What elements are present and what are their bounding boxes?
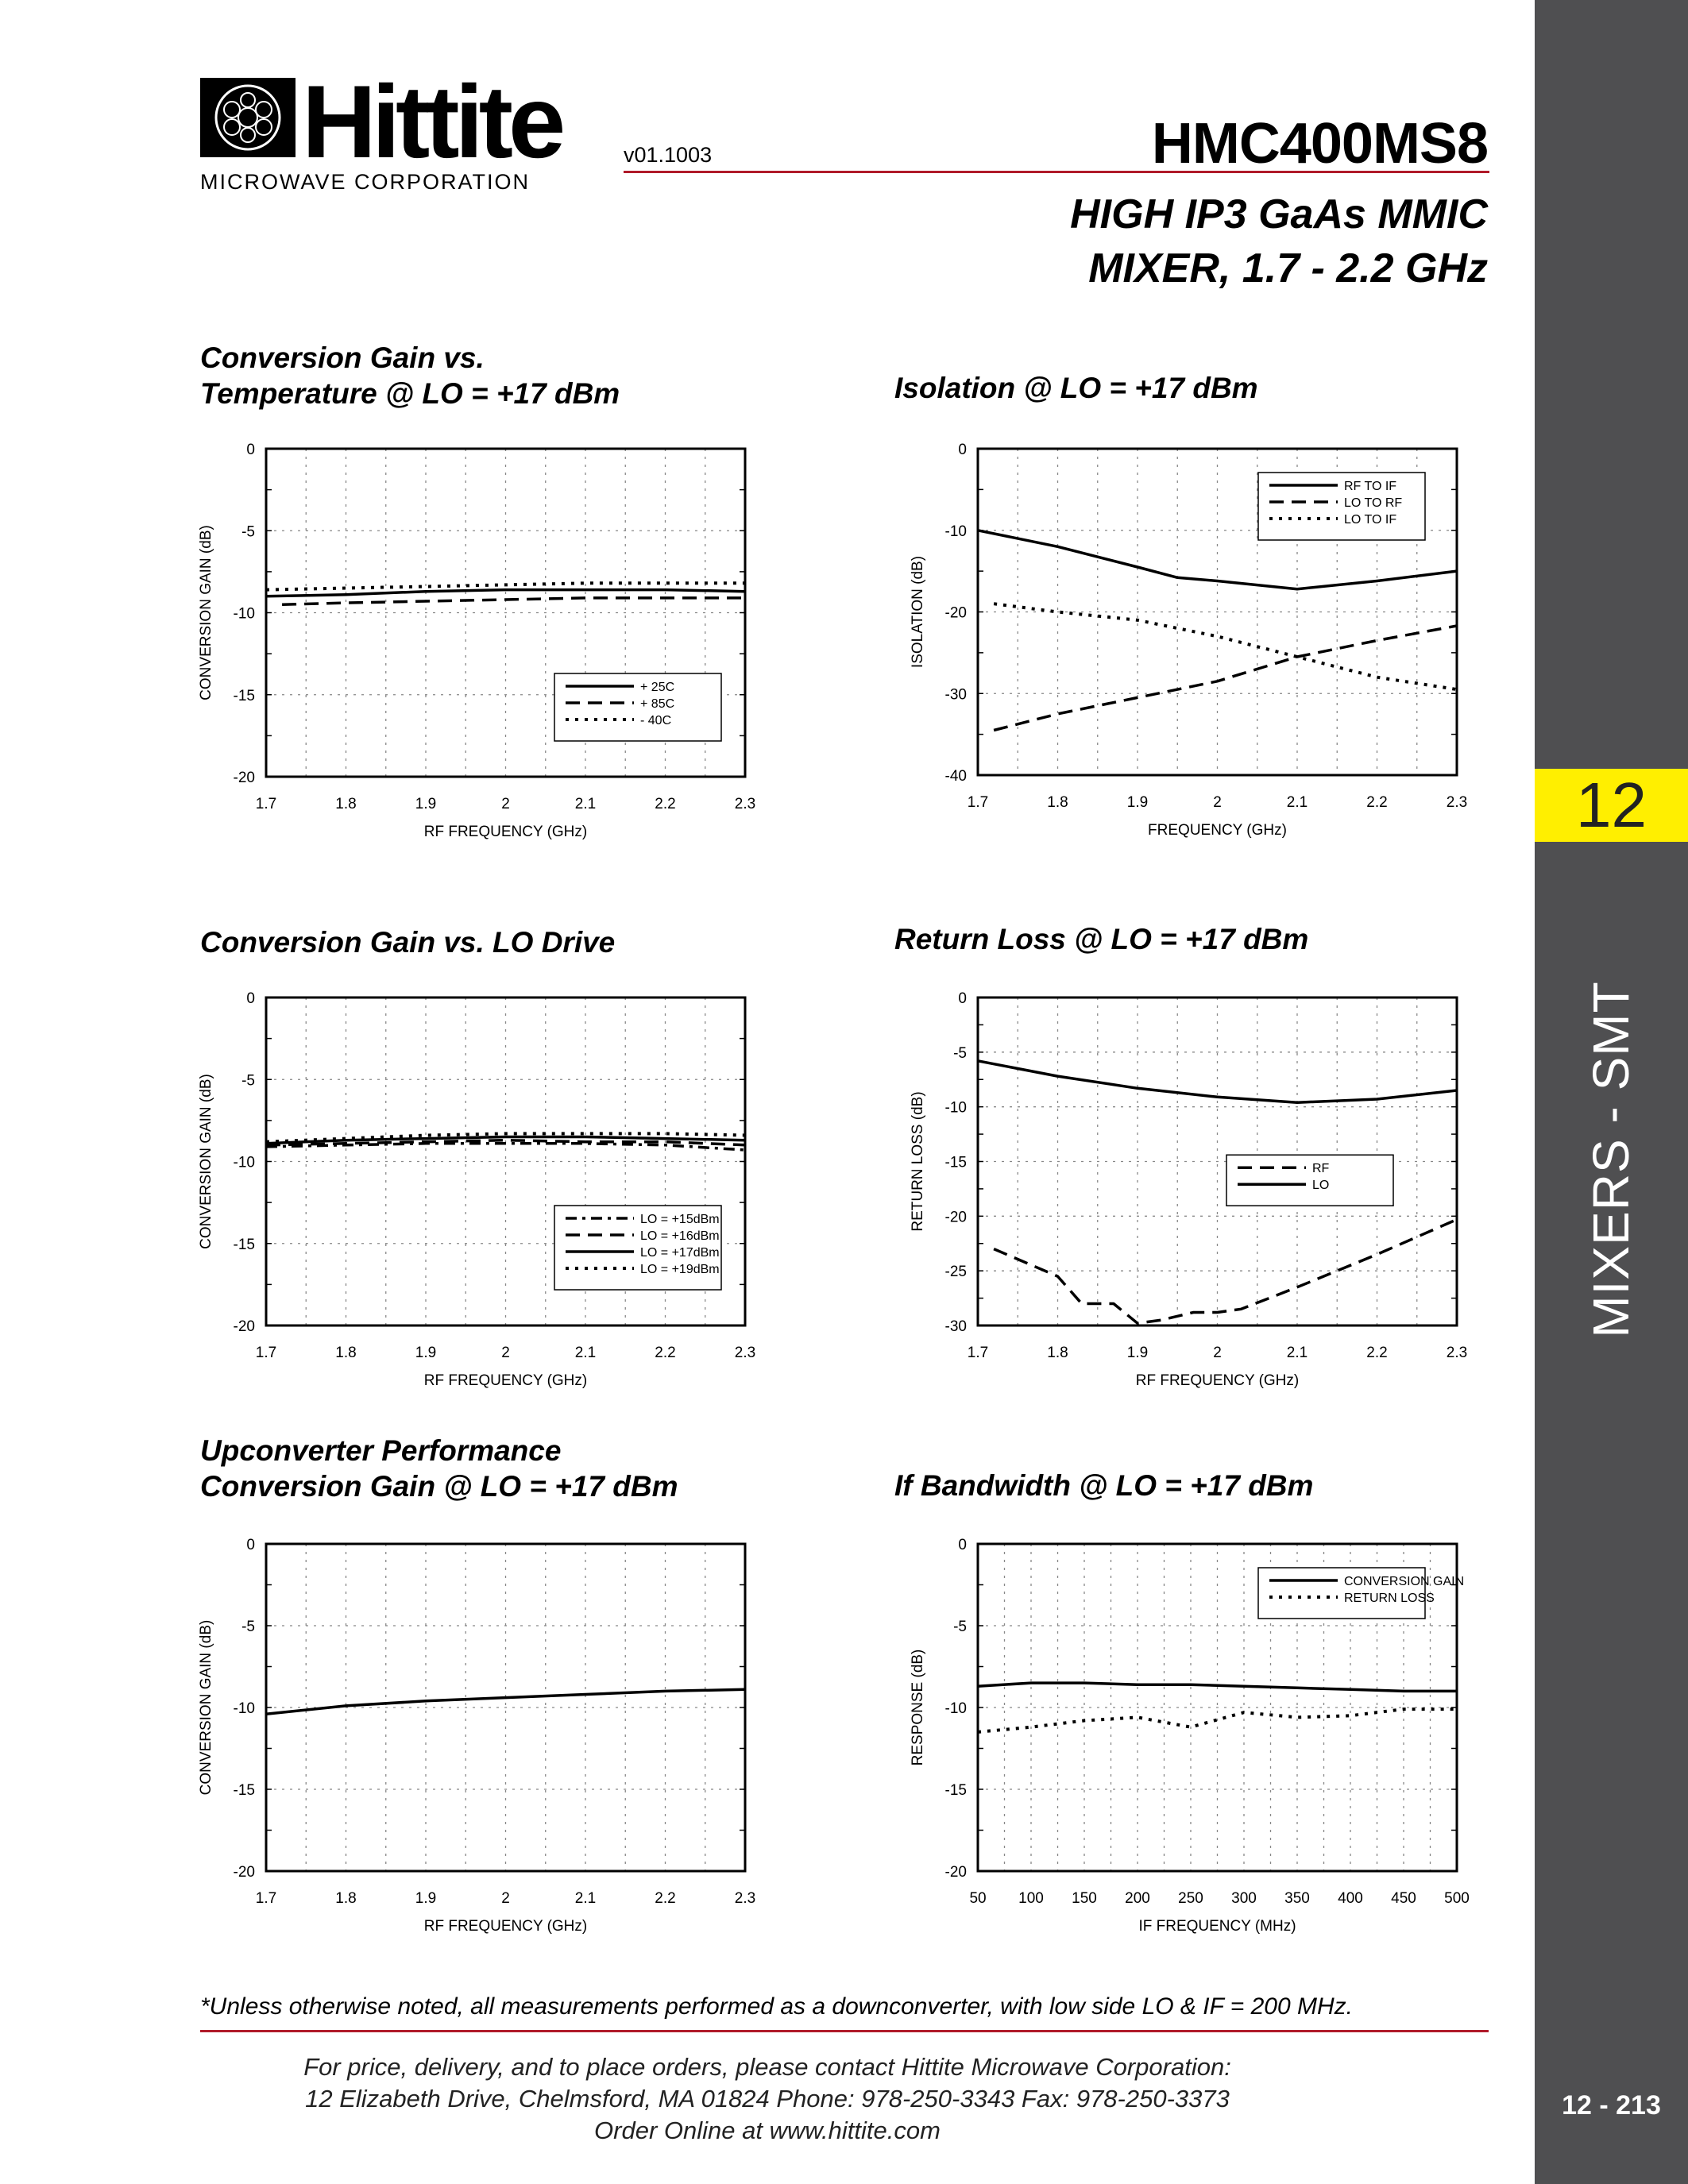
x-tick-label: 200 xyxy=(1125,1890,1150,1907)
x-tick-label: 2.3 xyxy=(1446,1345,1468,1361)
y-tick-label: -15 xyxy=(944,1154,967,1171)
chart-title-conv-gain-temp xyxy=(200,340,620,411)
x-tick-label: 1.8 xyxy=(1047,1345,1068,1361)
x-tick-label: 1.7 xyxy=(255,796,277,812)
series-line xyxy=(266,1689,745,1714)
legend-label: LO = +17dBm xyxy=(640,1246,720,1260)
legend-label: + 85C xyxy=(640,697,675,711)
measurement-note: *Unless otherwise noted, all measurements performed as a downconverter, with low side LO & IF = 200 MHz. xyxy=(200,1993,1353,2020)
y-tick-label: -25 xyxy=(944,1264,967,1281)
legend-label: LO xyxy=(1312,1179,1330,1193)
chart-title-line: Temperature @ LO = +17 dBm xyxy=(200,377,620,410)
x-axis-label: RF FREQUENCY (GHz) xyxy=(423,1918,588,1935)
y-axis-label: RETURN LOSS (dB) xyxy=(910,1091,926,1232)
chart-title-line: Conversion Gain vs. xyxy=(200,341,485,374)
x-tick-label: 1.9 xyxy=(415,1345,437,1361)
chart-upconverter xyxy=(198,1537,756,1935)
y-axis-label: CONVERSION GAIN (dB) xyxy=(198,525,214,700)
x-tick-label: 400 xyxy=(1338,1890,1363,1907)
x-tick-label: 1.8 xyxy=(335,1890,357,1907)
x-axis-label: RF FREQUENCY (GHz) xyxy=(1135,1372,1300,1389)
x-tick-label: 2.3 xyxy=(734,796,756,812)
logo-wordmark: Hittite xyxy=(302,71,562,167)
x-tick-label: 2.3 xyxy=(734,1890,756,1907)
y-tick-label: -30 xyxy=(944,686,967,704)
x-tick-label: 2.2 xyxy=(1366,1345,1388,1361)
x-tick-label: 2 xyxy=(1213,794,1222,811)
chart-if-bandwidth xyxy=(910,1537,1470,1935)
x-tick-label: 2.3 xyxy=(734,1345,756,1361)
chart-title-line: Upconverter Performance xyxy=(200,1434,562,1467)
x-tick-label: 100 xyxy=(1018,1890,1044,1907)
legend xyxy=(554,673,721,741)
chart-title-upconverter xyxy=(200,1433,678,1504)
chart-conv-gain-temp xyxy=(198,442,756,840)
y-tick-label: 0 xyxy=(958,990,967,1007)
series-line xyxy=(994,604,1457,689)
legend-label: - 40C xyxy=(640,714,672,727)
x-tick-label: 2.2 xyxy=(655,796,676,812)
x-tick-label: 2.1 xyxy=(1286,794,1308,811)
y-tick-label: -40 xyxy=(944,768,967,785)
legend xyxy=(1258,473,1425,540)
x-tick-label: 300 xyxy=(1231,1890,1257,1907)
x-tick-label: 1.7 xyxy=(255,1890,277,1907)
x-tick-label: 1.9 xyxy=(415,796,437,812)
y-tick-label: 0 xyxy=(246,1537,255,1553)
chapter-tab: 12 xyxy=(1535,769,1688,842)
x-tick-label: 150 xyxy=(1072,1890,1097,1907)
chart-return-loss xyxy=(910,990,1468,1389)
x-tick-label: 1.8 xyxy=(335,1345,357,1361)
y-tick-label: -10 xyxy=(233,1154,255,1171)
legend-label: LO = +15dBm xyxy=(640,1213,720,1226)
legend-label: LO TO RF xyxy=(1344,496,1403,510)
y-tick-label: -30 xyxy=(944,1318,967,1335)
legend-label: RF xyxy=(1312,1162,1330,1176)
chart-title-line: If Bandwidth @ LO = +17 dBm xyxy=(894,1469,1314,1502)
y-tick-label: -15 xyxy=(944,1782,967,1799)
x-tick-label: 2 xyxy=(1213,1345,1222,1361)
x-tick-label: 1.9 xyxy=(415,1890,437,1907)
y-tick-label: 0 xyxy=(958,1537,967,1553)
x-tick-label: 1.8 xyxy=(1047,794,1068,811)
section-label: MIXERS - SMT xyxy=(1582,981,1640,1338)
chart-title-isolation xyxy=(894,370,1258,406)
x-tick-label: 1.9 xyxy=(1126,794,1149,811)
legend-box xyxy=(554,673,721,741)
x-tick-label: 2.2 xyxy=(655,1890,676,1907)
series-line xyxy=(978,1061,1457,1102)
legend-label: LO = +19dBm xyxy=(640,1263,720,1276)
hittite-logo xyxy=(200,71,589,167)
y-tick-label: -5 xyxy=(241,1072,255,1090)
y-tick-label: -15 xyxy=(233,687,255,704)
x-axis-label: RF FREQUENCY (GHz) xyxy=(423,824,588,840)
x-tick-label: 1.7 xyxy=(967,794,989,811)
x-tick-label: 50 xyxy=(969,1890,987,1907)
chart-title-return-loss xyxy=(894,921,1308,957)
chart-title-line: Conversion Gain vs. LO Drive xyxy=(200,926,616,959)
y-tick-label: -20 xyxy=(944,1209,967,1226)
chart-title-line: Return Loss @ LO = +17 dBm xyxy=(894,923,1309,955)
footer-line-1: For price, delivery, and to place orders, please contact Hittite Microwave Corporation: xyxy=(303,2053,1231,2081)
chart-conv-gain-lo xyxy=(198,990,756,1389)
legend-label: + 25C xyxy=(640,681,675,694)
y-axis-label: RESPONSE (dB) xyxy=(910,1649,926,1766)
series-line xyxy=(282,598,745,604)
y-tick-label: -15 xyxy=(233,1782,255,1799)
y-tick-label: -20 xyxy=(944,1864,967,1881)
y-tick-label: -20 xyxy=(233,770,255,786)
legend-label: CONVERSION GAIN xyxy=(1344,1575,1465,1588)
x-tick-label: 2 xyxy=(501,1345,510,1361)
y-axis-label: ISOLATION (dB) xyxy=(910,555,926,669)
legend-label: LO = +16dBm xyxy=(640,1229,720,1243)
x-tick-label: 2.2 xyxy=(655,1345,676,1361)
y-tick-label: -5 xyxy=(241,1619,255,1635)
legend xyxy=(554,1206,721,1290)
chart-title-if-bandwidth xyxy=(894,1468,1313,1503)
x-tick-label: 2 xyxy=(501,796,510,812)
x-tick-label: 2.2 xyxy=(1366,794,1388,811)
series-line xyxy=(994,1220,1457,1324)
x-tick-label: 450 xyxy=(1391,1890,1416,1907)
description-line-2: MIXER, 1.7 - 2.2 GHz xyxy=(1088,245,1488,291)
x-axis-label: RF FREQUENCY (GHz) xyxy=(423,1372,588,1389)
chart-title-line: Conversion Gain @ LO = +17 dBm xyxy=(200,1470,678,1503)
y-tick-label: 0 xyxy=(958,442,967,458)
y-tick-label: -10 xyxy=(944,523,967,540)
y-tick-label: -20 xyxy=(233,1864,255,1881)
x-tick-label: 1.8 xyxy=(335,796,357,812)
y-tick-label: -5 xyxy=(953,1044,967,1062)
x-tick-label: 1.7 xyxy=(255,1345,277,1361)
legend-box xyxy=(1226,1155,1393,1206)
x-tick-label: 250 xyxy=(1178,1890,1203,1907)
chart-isolation xyxy=(910,442,1468,839)
y-tick-label: 0 xyxy=(246,442,255,458)
chart-title-conv-gain-lo xyxy=(200,924,615,960)
x-tick-label: 2.1 xyxy=(574,796,597,812)
x-tick-label: 1.9 xyxy=(1126,1345,1149,1361)
y-tick-label: -20 xyxy=(944,604,967,622)
x-axis-label: IF FREQUENCY (MHz) xyxy=(1138,1918,1296,1935)
x-tick-label: 2.3 xyxy=(1446,794,1468,811)
x-tick-label: 350 xyxy=(1284,1890,1310,1907)
y-tick-label: -20 xyxy=(233,1318,255,1335)
note-rule xyxy=(200,2030,1489,2032)
logo-subtitle: MICROWAVE CORPORATION xyxy=(200,170,531,194)
footer-line-3: Order Online at www.hittite.com xyxy=(594,2116,941,2144)
legend-label: RF TO IF xyxy=(1344,480,1397,493)
logo-emblem-box xyxy=(200,78,295,157)
x-tick-label: 2 xyxy=(501,1890,510,1907)
y-tick-label: 0 xyxy=(246,990,255,1007)
legend-label: LO TO IF xyxy=(1344,513,1397,527)
x-axis-label: FREQUENCY (GHz) xyxy=(1148,822,1287,839)
y-tick-label: -15 xyxy=(233,1236,255,1253)
y-tick-label: -5 xyxy=(241,523,255,541)
legend xyxy=(1226,1155,1393,1206)
y-tick-label: -10 xyxy=(944,1099,967,1117)
x-tick-label: 2.1 xyxy=(574,1890,597,1907)
y-tick-label: -5 xyxy=(953,1619,967,1635)
chart-title-line: Isolation @ LO = +17 dBm xyxy=(894,372,1258,404)
x-tick-label: 2.1 xyxy=(1286,1345,1308,1361)
x-tick-label: 1.7 xyxy=(967,1345,989,1361)
y-tick-label: -10 xyxy=(944,1700,967,1717)
part-number: HMC400MS8 xyxy=(1151,112,1488,176)
y-axis-label: CONVERSION GAIN (dB) xyxy=(198,1619,214,1796)
y-tick-label: -10 xyxy=(233,1700,255,1717)
footer-line-2: 12 Elizabeth Drive, Chelmsford, MA 01824 Phone: 978-250-3343 Fax: 978-250-3373 xyxy=(305,2085,1230,2113)
legend-label: RETURN LOSS xyxy=(1344,1592,1435,1605)
version-label: v01.1003 xyxy=(624,143,713,167)
x-tick-label: 2.1 xyxy=(574,1345,597,1361)
y-axis-label: CONVERSION GAIN (dB) xyxy=(198,1074,214,1249)
description-line-1: HIGH IP3 GaAs MMIC xyxy=(1070,191,1488,237)
y-tick-label: -10 xyxy=(233,605,255,623)
x-tick-label: 500 xyxy=(1444,1890,1470,1907)
page-number: 12 - 213 xyxy=(1562,2090,1661,2120)
legend xyxy=(1258,1568,1464,1619)
